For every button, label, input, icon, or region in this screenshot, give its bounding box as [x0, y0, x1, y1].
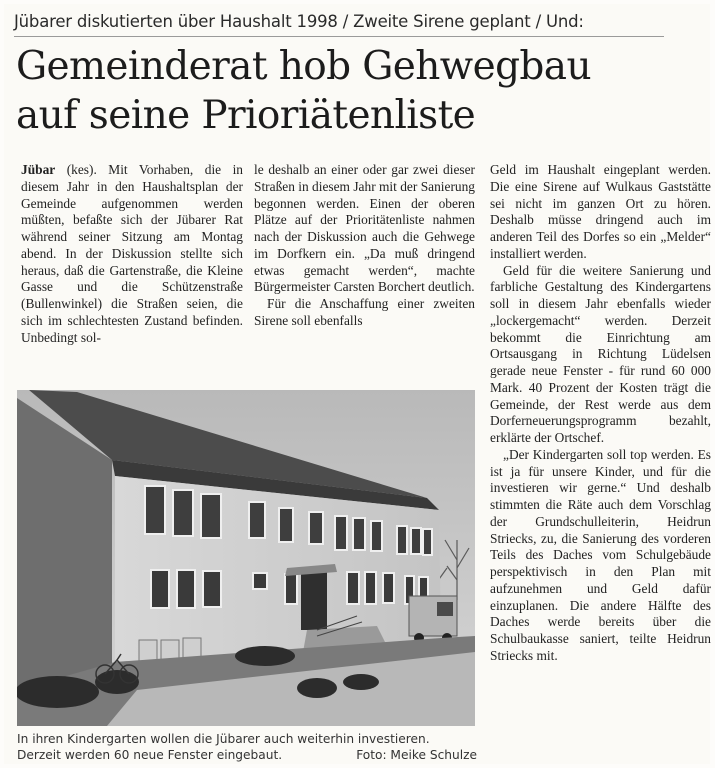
paragraph: Für die Anschaffung einer zweiten Sirene soll ebenfalls [254, 296, 475, 328]
paragraph-text: (kes). Mit Vorhaben, die in diesem Jahr in den Haushaltsplan der Gemeinde aufgenommen werden müßten, befaßte sich der Jübarer Rat während seiner Sitzung am Montag abend. In der Diskussion stellte sich heraus, daß die Gartenstraße, die Kleine Gasse und die Schützenstraße (Bullenwinkel) die Straßen seien, die sich im schlechtesten Zustand befinden. Unbedingt sol- [21, 162, 243, 345]
dateline: Jübar [21, 162, 56, 177]
paragraph [21, 162, 243, 346]
caption-text: Derzeit werden 60 neue Fenster eingebaut. [17, 748, 283, 762]
newspaper-clipping [4, 4, 710, 764]
paragraph: Geld für die weitere Sanierung und farbliche Gestaltung des Kindergartens soll in diesem Jahr ebenfalls wieder „lockergemacht“ werden. Derzeit bekommt die Einrichtung am Ortsausgang in Richtung Lüdelsen gerade neue Fenster - für rund 60 000 Mark. 40 Prozent der Kosten trägt die Gemeinde, der Rest werde aus dem Dorferneuerungsprogramm bezahlt, erklärte der Ortschef. [490, 262, 711, 445]
headline [16, 42, 706, 140]
article-column-1 [21, 162, 243, 346]
photo-caption [17, 731, 477, 763]
kicker-rule [14, 36, 664, 37]
caption-line-2 [17, 747, 477, 763]
paragraph: „Der Kindergarten soll top werden. Es ist ja für unsere Kinder, und für die investieren wir gerne.“ Und deshalb stimmten die Räte auch dem Vorschlag der Grundschulleiterin, Heidrun Striecks, zu, die Sanierung des vorderen Teils des Daches vom Schulgebäude perspektivisch in den Plan mit aufzunehmen und Geld dafür einzuplanen. Die andere Hälfte des Daches werde bereits über die Schulbaukasse saniert, teilte Heidrun Striecks mit. [490, 446, 711, 663]
headline-line-1: Gemeinderat hob Gehwegbau [16, 44, 591, 89]
article-column-3 [490, 162, 711, 665]
paragraph: le deshalb an einer oder gar zwei dieser Straßen in diesem Jahr mit der Sanierung begonnen werden. Einen der oberen Plätze auf der Prioritätenliste nahmen nach der Diskussion auch die Gehwege im Dorfkern ein. „Da muß dringend etwas gemacht werden“, machte Bürgermeister Carsten Borchert deutlich. [254, 162, 475, 295]
photo-credit: Foto: Meike Schulze [356, 748, 477, 762]
kicker-line: Jübarer diskutierten über Haushalt 1998 / Zweite Sirene geplant / Und: [14, 12, 584, 31]
caption-line-1: In ihren Kindergarten wollen die Jübarer auch weiterhin investieren. [17, 732, 430, 746]
article-column-2 [254, 162, 475, 330]
kindergarten-building-image [17, 390, 475, 726]
headline-line-2: auf seine Prioriätenliste [16, 93, 476, 138]
paragraph: Geld im Haushalt eingeplant werden. Die eine Sirene auf Wulkaus Gaststätte sei nicht im ganzen Ort zu hören. Deshalb müsse dringend auch im anderen Teil des Dorfes so ein „Melder“ installiert werden. [490, 162, 711, 261]
kindergarten-photo [17, 390, 475, 726]
